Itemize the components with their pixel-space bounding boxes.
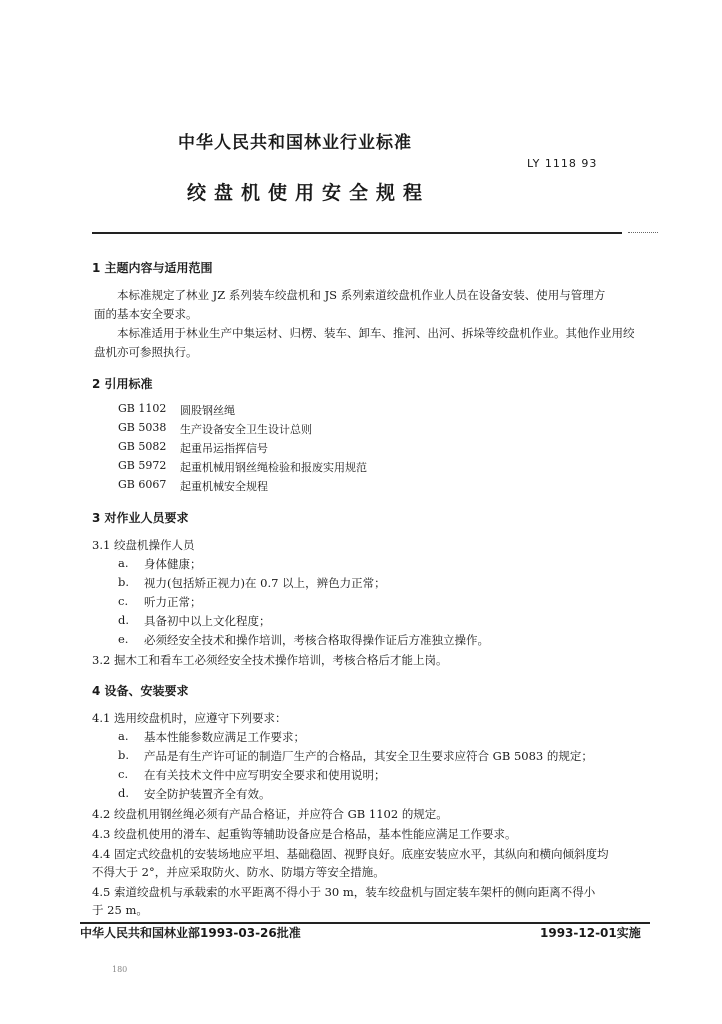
ref-code: GB 5038 — [118, 421, 167, 434]
section-1-heading: 1 主题内容与适用范围 — [92, 261, 213, 275]
page-number: 180 — [112, 965, 128, 974]
item-mark: e. — [118, 632, 129, 646]
ref-name: 起重机械安全规程 — [180, 480, 268, 493]
standard-code: LY 1118 93 — [527, 157, 598, 170]
ref-name: 圆股钢丝绳 — [180, 404, 235, 417]
ref-code: GB 1102 — [118, 402, 167, 415]
item-text: 产品是有生产许可证的制造厂生产的合格品，其安全卫生要求应符合 GB 5083 的规定； — [144, 749, 593, 763]
item-mark: a. — [118, 729, 129, 743]
item-mark: d. — [118, 613, 130, 627]
item-text: 视力(包括矫正视力)在 0.7 以上，辨色力正常； — [144, 576, 386, 590]
section-1-para-1-line-2: 面的基本安全要求。 — [94, 307, 198, 321]
item-mark: d. — [118, 786, 130, 800]
ref-name: 起重吊运指挥信号 — [180, 442, 268, 455]
item-text: 在有关技术文件中应写明安全要求和使用说明； — [144, 768, 386, 782]
item-text: 安全防护装置齐全有效。 — [144, 787, 271, 801]
section-1-para-2-line-1: 本标准适用于林业生产中集运材、归楞、装车、卸车、推河、出河、拆垛等绞盘机作业。其他作业用绞 — [117, 326, 635, 340]
item-mark: c. — [118, 767, 129, 781]
clause-4-5-line-2: 于 25 m。 — [92, 903, 148, 917]
issuing-org: 中华人民共和国林业行业标准 — [178, 133, 412, 153]
clause-3-1: 3.1 绞盘机操作人员 — [92, 538, 195, 552]
clause-3-2: 3.2 掘木工和看车工必须经安全技术操作培训，考核合格后才能上岗。 — [92, 653, 448, 667]
item-mark: b. — [118, 748, 130, 762]
header-rule-tail — [628, 232, 658, 234]
document-title: 绞盘机使用安全规程 — [187, 182, 431, 204]
item-mark: c. — [118, 594, 129, 608]
section-2-heading: 2 引用标准 — [92, 377, 153, 391]
item-text: 具备初中以上文化程度； — [144, 614, 271, 628]
effective-date: 1993-12-01实施 — [540, 926, 641, 940]
item-text: 基本性能参数应满足工作要求； — [144, 730, 305, 744]
ref-name: 生产设备安全卫生设计总则 — [180, 423, 312, 436]
item-text: 必须经安全技术和操作培训，考核合格取得操作证后方准独立操作。 — [144, 633, 489, 647]
clause-4-2: 4.2 绞盘机用钢丝绳必须有产品合格证，并应符合 GB 1102 的规定。 — [92, 807, 448, 821]
ref-code: GB 5082 — [118, 440, 167, 453]
item-mark: a. — [118, 556, 129, 570]
approval-line: 中华人民共和国林业部1993-03-26批准 — [80, 926, 301, 940]
clause-4-4-line-1: 4.4 固定式绞盘机的安装场地应平坦、基础稳固、视野良好。底座安装应水平，其纵向和横向倾斜度均 — [92, 847, 609, 861]
ref-code: GB 5972 — [118, 459, 167, 472]
item-mark: b. — [118, 575, 130, 589]
ref-code: GB 6067 — [118, 478, 167, 491]
section-4-heading: 4 设备、安装要求 — [92, 684, 189, 698]
section-1-para-1-line-1: 本标准规定了林业 JZ 系列装车绞盘机和 JS 系列索道绞盘机作业人员在设备安装、使用与管理方 — [117, 288, 606, 302]
clause-4-5-line-1: 4.5 索道绞盘机与承载索的水平距离不得小于 30 m，装车绞盘机与固定装车架杆的侧向距离不得小 — [92, 885, 596, 899]
item-text: 身体健康； — [144, 557, 202, 571]
item-text: 听力正常； — [144, 595, 202, 609]
clause-4-4-line-2: 不得大于 2°，并应采取防火、防水、防塌方等安全措施。 — [92, 865, 385, 879]
section-1-para-2-line-2: 盘机亦可参照执行。 — [94, 345, 198, 359]
clause-4-3: 4.3 绞盘机使用的滑车、起重钩等辅助设备应是合格品，基本性能应满足工作要求。 — [92, 827, 517, 841]
ref-name: 起重机械用钢丝绳检验和报废实用规范 — [180, 461, 367, 474]
header-rule — [92, 232, 622, 234]
section-3-heading: 3 对作业人员要求 — [92, 511, 189, 525]
clause-4-1: 4.1 选用绞盘机时，应遵守下列要求： — [92, 711, 287, 725]
